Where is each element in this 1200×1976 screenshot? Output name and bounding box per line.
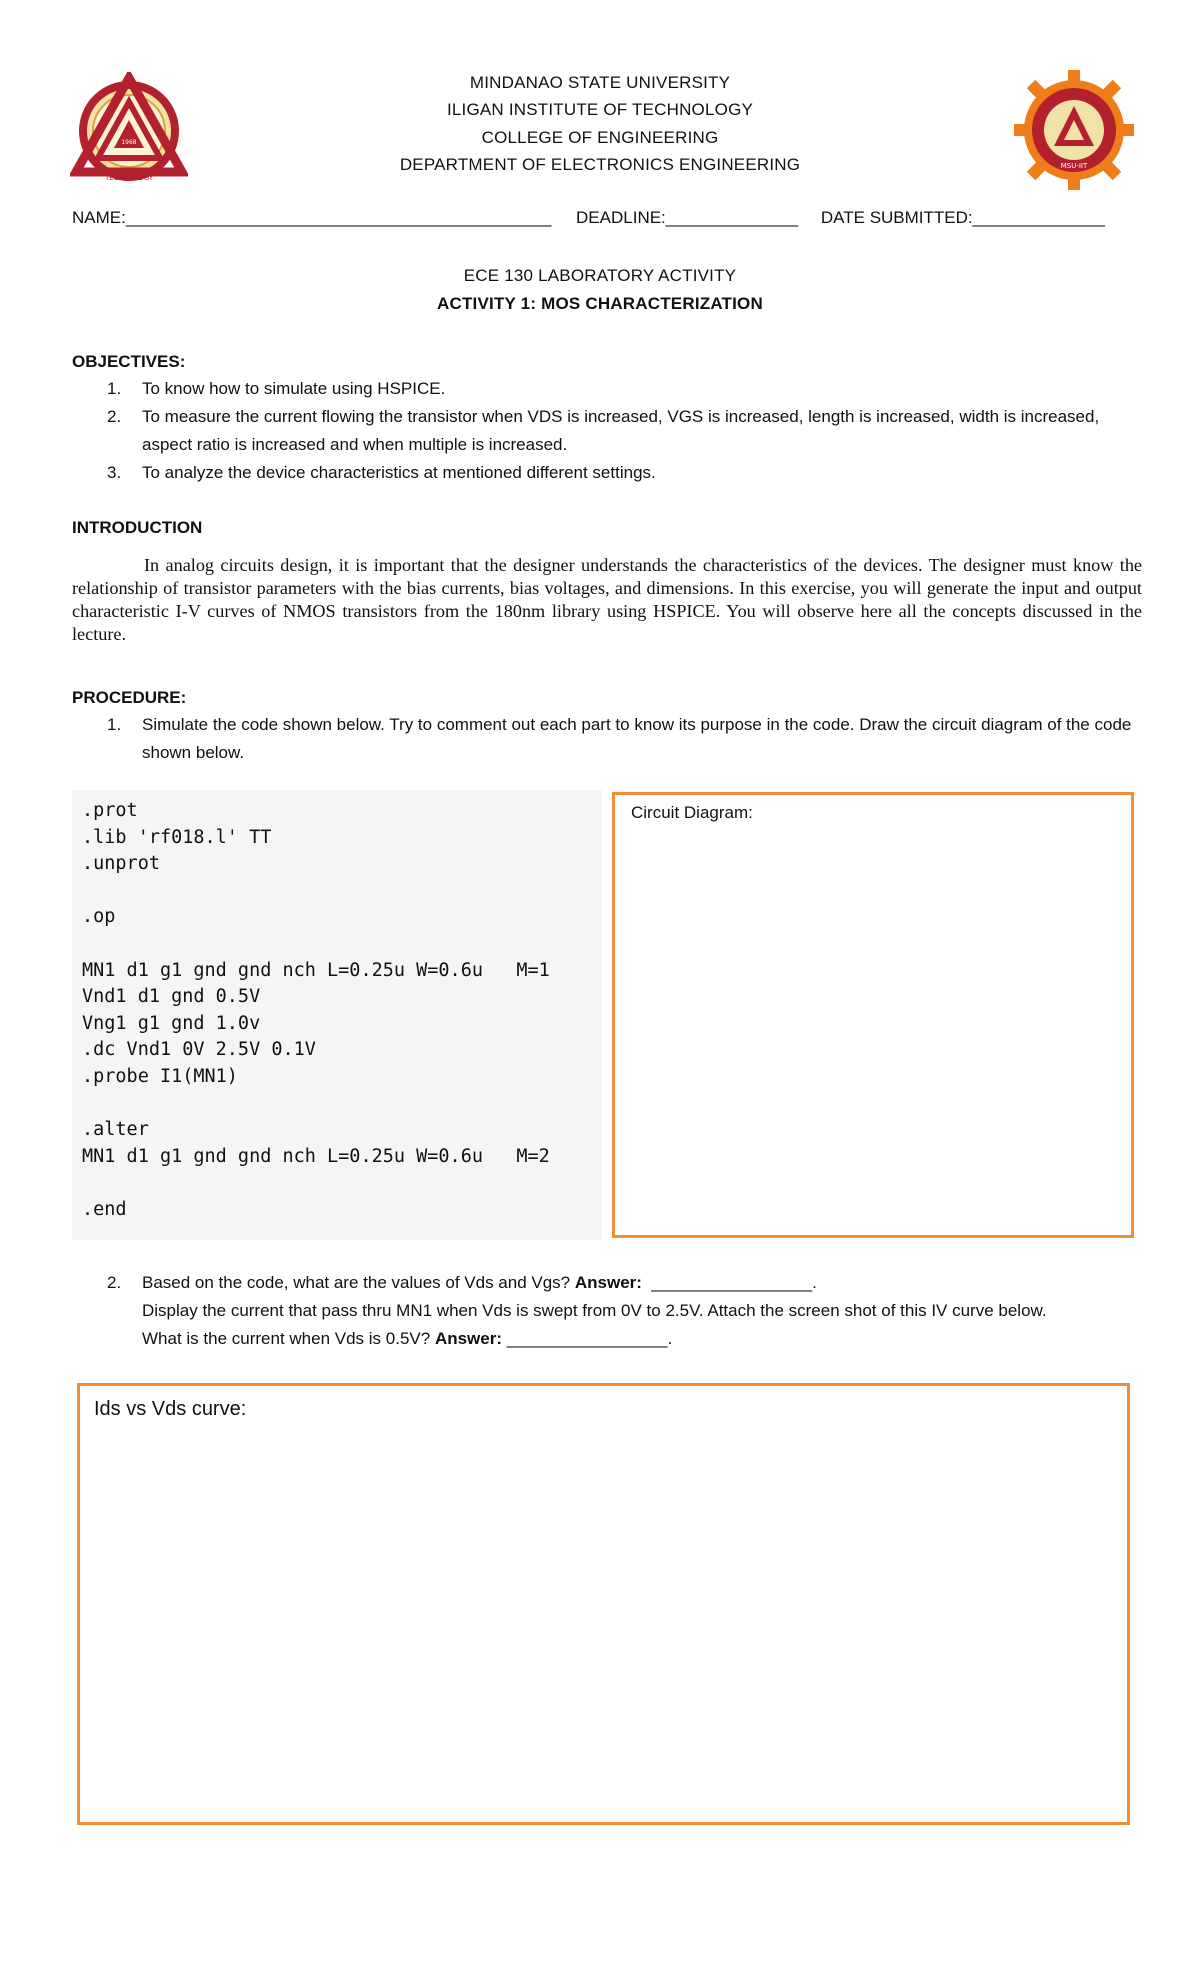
date-submitted-field[interactable]: DATE SUBMITTED:______________ [820, 208, 1106, 227]
objective-text: To analyze the device characteristics at mentioned different settings. [142, 463, 656, 482]
objectives-list [72, 375, 1142, 487]
procedure-heading: PROCEDURE: [72, 688, 187, 707]
introduction-text: In analog circuits design, it is important that the designer understands the characteristics of the devices. The designer must know the relationship of transistor parameters with the bias currents, bias voltages, and dimensions. In this exercise, you will generate the input and output characteristic I-V curves of NMOS transistors from the 180nm library using HSPICE. You will observe here all the concepts discussed in the lecture. [72, 555, 1142, 644]
code-line: .end [82, 1198, 127, 1220]
objective-item [72, 375, 1142, 403]
code-line: .unprot [82, 853, 160, 875]
deadline-field[interactable]: DEADLINE:______________ [576, 208, 799, 227]
circuit-diagram-box[interactable] [612, 792, 1134, 1238]
code-line: MN1 d1 g1 gnd gnd nch L=0.25u W=0.6u M=1 [82, 959, 550, 981]
code-line: .prot [82, 800, 138, 821]
step2-question-2: Display the current that pass thru MN1 when Vds is swept from 0V to 2.5V. Attach the screen shot of this IV curve below. [142, 1301, 1047, 1320]
objective-number: 3. [107, 463, 122, 482]
circuit-diagram-label: Circuit Diagram: [631, 803, 753, 822]
code-line: Vnd1 d1 gnd 0.5V [82, 986, 261, 1008]
objective-number: 1. [107, 379, 122, 398]
step2-question-1: Based on the code, what are the values of Vds and Vgs? [142, 1273, 571, 1292]
right-logo-bottom: MSU-IIT [1060, 162, 1088, 170]
answer-blank-2[interactable]: _________________. [506, 1329, 673, 1348]
hspice-code-block [72, 790, 602, 1240]
step2-question-3: What is the current when Vds is 0.5V? [142, 1329, 431, 1348]
objective-number: 2. [107, 407, 122, 426]
objective-text: To know how to simulate using HSPICE. [142, 379, 446, 398]
code-line [82, 878, 602, 905]
name-field[interactable]: NAME:_____________________________________________ [72, 208, 552, 227]
step-number: 2. [107, 1273, 122, 1292]
code-line: Vng1 g1 gnd 1.0v [82, 1012, 261, 1034]
objective-item [72, 459, 1142, 487]
step-number: 1. [107, 715, 122, 734]
objective-item [72, 403, 1142, 459]
code-line [82, 931, 602, 958]
procedure-step-1 [72, 711, 1142, 767]
left-logo-year: 1968 [121, 139, 137, 146]
answer-blank-1[interactable]: _________________. [651, 1273, 817, 1292]
code-line [82, 1091, 602, 1118]
code-line: .probe I1(MN1) [82, 1065, 238, 1087]
introduction-heading: INTRODUCTION [72, 518, 203, 537]
objectives-heading: OBJECTIVES: [72, 352, 186, 371]
objective-text: To measure the current flowing the transistor when VDS is increased, VGS is increased, length is increased, width is increased, aspect ratio is increased and when multiple is increased. [142, 407, 1100, 454]
institute-name: ILIGAN INSTITUTE OF TECHNOLOGY [446, 100, 754, 119]
answer-label: Answer: [574, 1273, 642, 1292]
code-line: .op [82, 906, 116, 928]
iv-curve-box[interactable] [77, 1383, 1130, 1825]
procedure-step-2 [72, 1269, 1142, 1353]
code-line: .lib 'rf018.l' TT [82, 826, 272, 848]
code-line: .dc Vnd1 0V 2.5V 0.1V [82, 1039, 316, 1061]
university-name: MINDANAO STATE UNIVERSITY [469, 73, 731, 92]
iv-curve-label: Ids vs Vds curve: [94, 1398, 247, 1420]
code-line [82, 1170, 602, 1197]
college-name: COLLEGE OF ENGINEERING [481, 128, 719, 147]
code-line: .alter [82, 1119, 149, 1141]
activity-title: ACTIVITY 1: MOS CHARACTERIZATION [437, 294, 763, 313]
course-title: ECE 130 LABORATORY ACTIVITY [463, 266, 737, 285]
answer-label: Answer: [434, 1329, 503, 1348]
step-text: Simulate the code shown below. Try to comment out each part to know its purpose in the code. Draw the circuit diagram of the code shown below. [142, 715, 1132, 762]
student-fields [72, 208, 1132, 228]
department-name: DEPARTMENT OF ELECTRONICS ENGINEERING [399, 155, 801, 174]
code-line: MN1 d1 g1 gnd gnd nch L=0.25u W=0.6u M=2 [82, 1145, 550, 1167]
left-logo-text: TECHNOLOGY [104, 174, 154, 182]
